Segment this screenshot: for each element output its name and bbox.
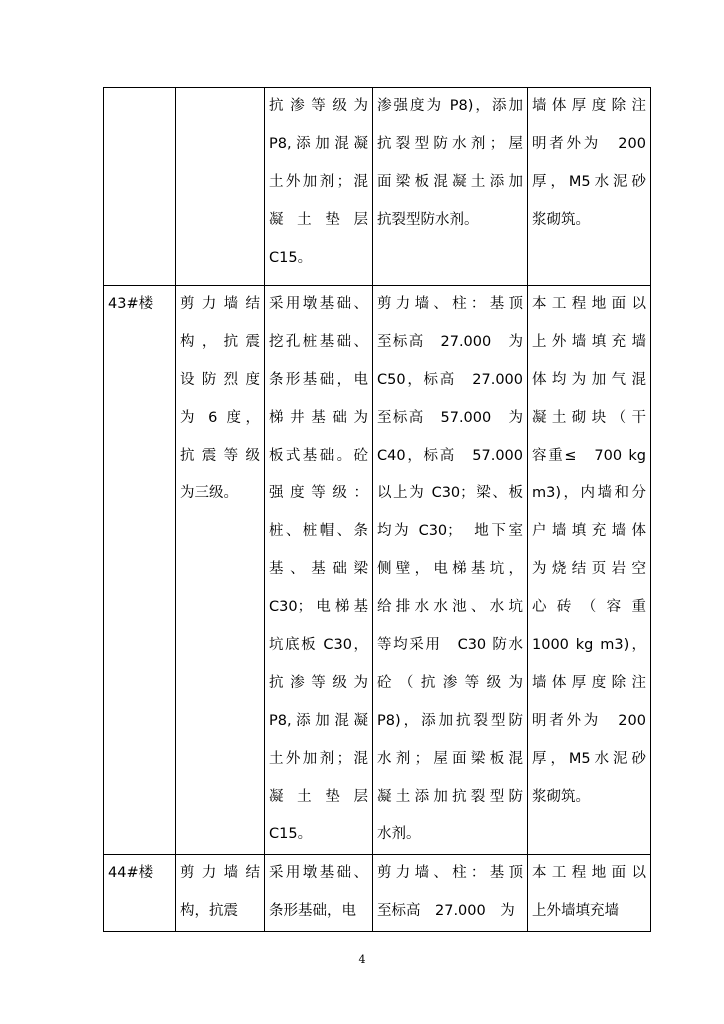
- cell-line: 墙体厚度除注: [532, 98, 646, 114]
- cell-line: 明者外为 200: [532, 135, 646, 152]
- cell-line: 水剂；屋面梁板混: [377, 750, 523, 767]
- cell-line: 渗强度为 P8)，添加: [377, 98, 523, 114]
- walls-cell: [528, 855, 651, 932]
- cell-line: 以上为 C30；梁、板: [377, 485, 523, 502]
- cell-line: 心砖（容重: [532, 599, 646, 616]
- structure-cell: [176, 88, 265, 286]
- cell-line: 抗裂型防水剂；屋: [377, 135, 523, 152]
- table-row: [104, 88, 651, 286]
- cell-line: 坑底板 C30，: [269, 637, 368, 654]
- cell-line: 本工程地面以: [532, 865, 646, 882]
- cell-line: C15。: [269, 249, 313, 266]
- cell-line: 1000 kg m3)，: [532, 637, 646, 654]
- cell-line: P8)，添加抗裂型防: [377, 712, 523, 729]
- cell-line: 凝土垫层: [269, 211, 368, 228]
- cell-line: 水剂。: [377, 826, 421, 843]
- cell-line: 面梁板混凝土添加: [377, 173, 523, 190]
- cell-line: 土外加剂；混: [269, 750, 368, 767]
- table-row: [104, 286, 651, 855]
- cell-line: 上外墙填充墙: [532, 903, 619, 920]
- table-row: [104, 855, 651, 932]
- cell-line: 为三级。: [180, 485, 238, 502]
- table-body: [104, 88, 651, 932]
- cell-line: 凝土添加抗裂型防: [377, 788, 523, 805]
- cell-line: 剪力墙、柱：基顶: [377, 865, 523, 882]
- building-cell: [104, 88, 176, 286]
- cell-line: 凝土砌块（干: [532, 409, 646, 426]
- cell-line: 砼（抗渗等级为: [377, 674, 523, 691]
- cell-line: 浆砌筑。: [532, 788, 590, 805]
- cell-line: 户墙填充墙体: [532, 523, 646, 540]
- cell-line: 抗渗等级为: [269, 674, 368, 691]
- cell-line: C30；电梯基: [269, 599, 368, 616]
- cell-line: 43#楼: [108, 296, 154, 312]
- cell-line: 至标高 57.000 为: [377, 409, 523, 426]
- cell-line: 明者外为 200: [532, 712, 646, 729]
- building-cell: [104, 855, 176, 932]
- structure-cell: [176, 286, 265, 855]
- concrete-cell: [373, 855, 528, 932]
- foundation-cell: [265, 88, 373, 286]
- cell-line: 构，抗震: [180, 333, 260, 350]
- cell-line: 板式基础。砼: [269, 447, 368, 464]
- walls-cell: [528, 286, 651, 855]
- cell-line: P8,添加混凝: [269, 712, 368, 729]
- cell-line: 为 6 度，: [180, 409, 260, 426]
- cell-line: 剪力墙结: [180, 865, 260, 882]
- cell-line: 剪力墙、柱：基顶: [377, 296, 523, 312]
- structure-spec-table: [103, 87, 651, 932]
- cell-line: 凝土垫层: [269, 788, 368, 805]
- cell-line: 44#楼: [108, 865, 154, 882]
- concrete-cell: [373, 88, 528, 286]
- cell-line: 构，抗震: [180, 903, 238, 920]
- cell-line: 上外墙填充墙: [532, 333, 646, 350]
- cell-line: 基、基础梁: [269, 561, 368, 578]
- foundation-cell: [265, 286, 373, 855]
- cell-line: 土外加剂；混: [269, 173, 368, 190]
- cell-line: 桩、桩帽、条: [269, 523, 368, 540]
- walls-cell: [528, 88, 651, 286]
- cell-line: 本工程地面以: [532, 296, 646, 312]
- cell-line: 容重≤ 700 kg: [532, 447, 646, 464]
- cell-line: C40，标高 57.000: [377, 447, 523, 464]
- cell-line: 设防烈度: [180, 371, 260, 388]
- cell-line: 等均采用 C30 防水: [377, 637, 523, 654]
- cell-line: 侧壁，电梯基坑，: [377, 561, 523, 578]
- cell-line: 墙体厚度除注: [532, 674, 646, 691]
- cell-line: 给排水水池、水坑: [377, 599, 523, 616]
- cell-line: 采用墩基础、: [269, 865, 368, 882]
- cell-line: 厚，M5水泥砂: [532, 173, 646, 190]
- cell-line: 为烧结页岩空: [532, 561, 646, 578]
- cell-line: 抗震等级: [180, 447, 260, 464]
- cell-line: m3)，内墙和分: [532, 485, 646, 502]
- cell-line: P8,添加混凝: [269, 135, 368, 152]
- cell-line: C50，标高 27.000: [377, 371, 523, 388]
- concrete-cell: [373, 286, 528, 855]
- cell-line: 梯井基础为: [269, 409, 368, 426]
- cell-line: 抗裂型防水剂。: [377, 211, 479, 228]
- cell-line: 厚，M5水泥砂: [532, 750, 646, 767]
- cell-line: 强度等级：: [269, 485, 368, 502]
- structure-cell: [176, 855, 265, 932]
- cell-line: 抗渗等级为: [269, 98, 368, 114]
- foundation-cell: [265, 855, 373, 932]
- cell-line: 采用墩基础、: [269, 296, 368, 312]
- cell-line: 浆砌筑。: [532, 211, 590, 228]
- building-cell: [104, 286, 176, 855]
- cell-line: 条形基础，电: [269, 903, 356, 920]
- cell-line: 剪力墙结: [180, 296, 260, 312]
- cell-line: 挖孔桩基础、: [269, 333, 368, 350]
- cell-line: 至标高 27.000 为: [377, 903, 515, 920]
- cell-line: 体均为加气混: [532, 371, 646, 388]
- cell-line: C15。: [269, 826, 313, 843]
- cell-line: 条形基础，电: [269, 371, 368, 388]
- cell-line: 至标高 27.000 为: [377, 333, 523, 350]
- cell-line: 均为 C30； 地下室: [377, 523, 523, 540]
- page-number: 4: [358, 953, 366, 966]
